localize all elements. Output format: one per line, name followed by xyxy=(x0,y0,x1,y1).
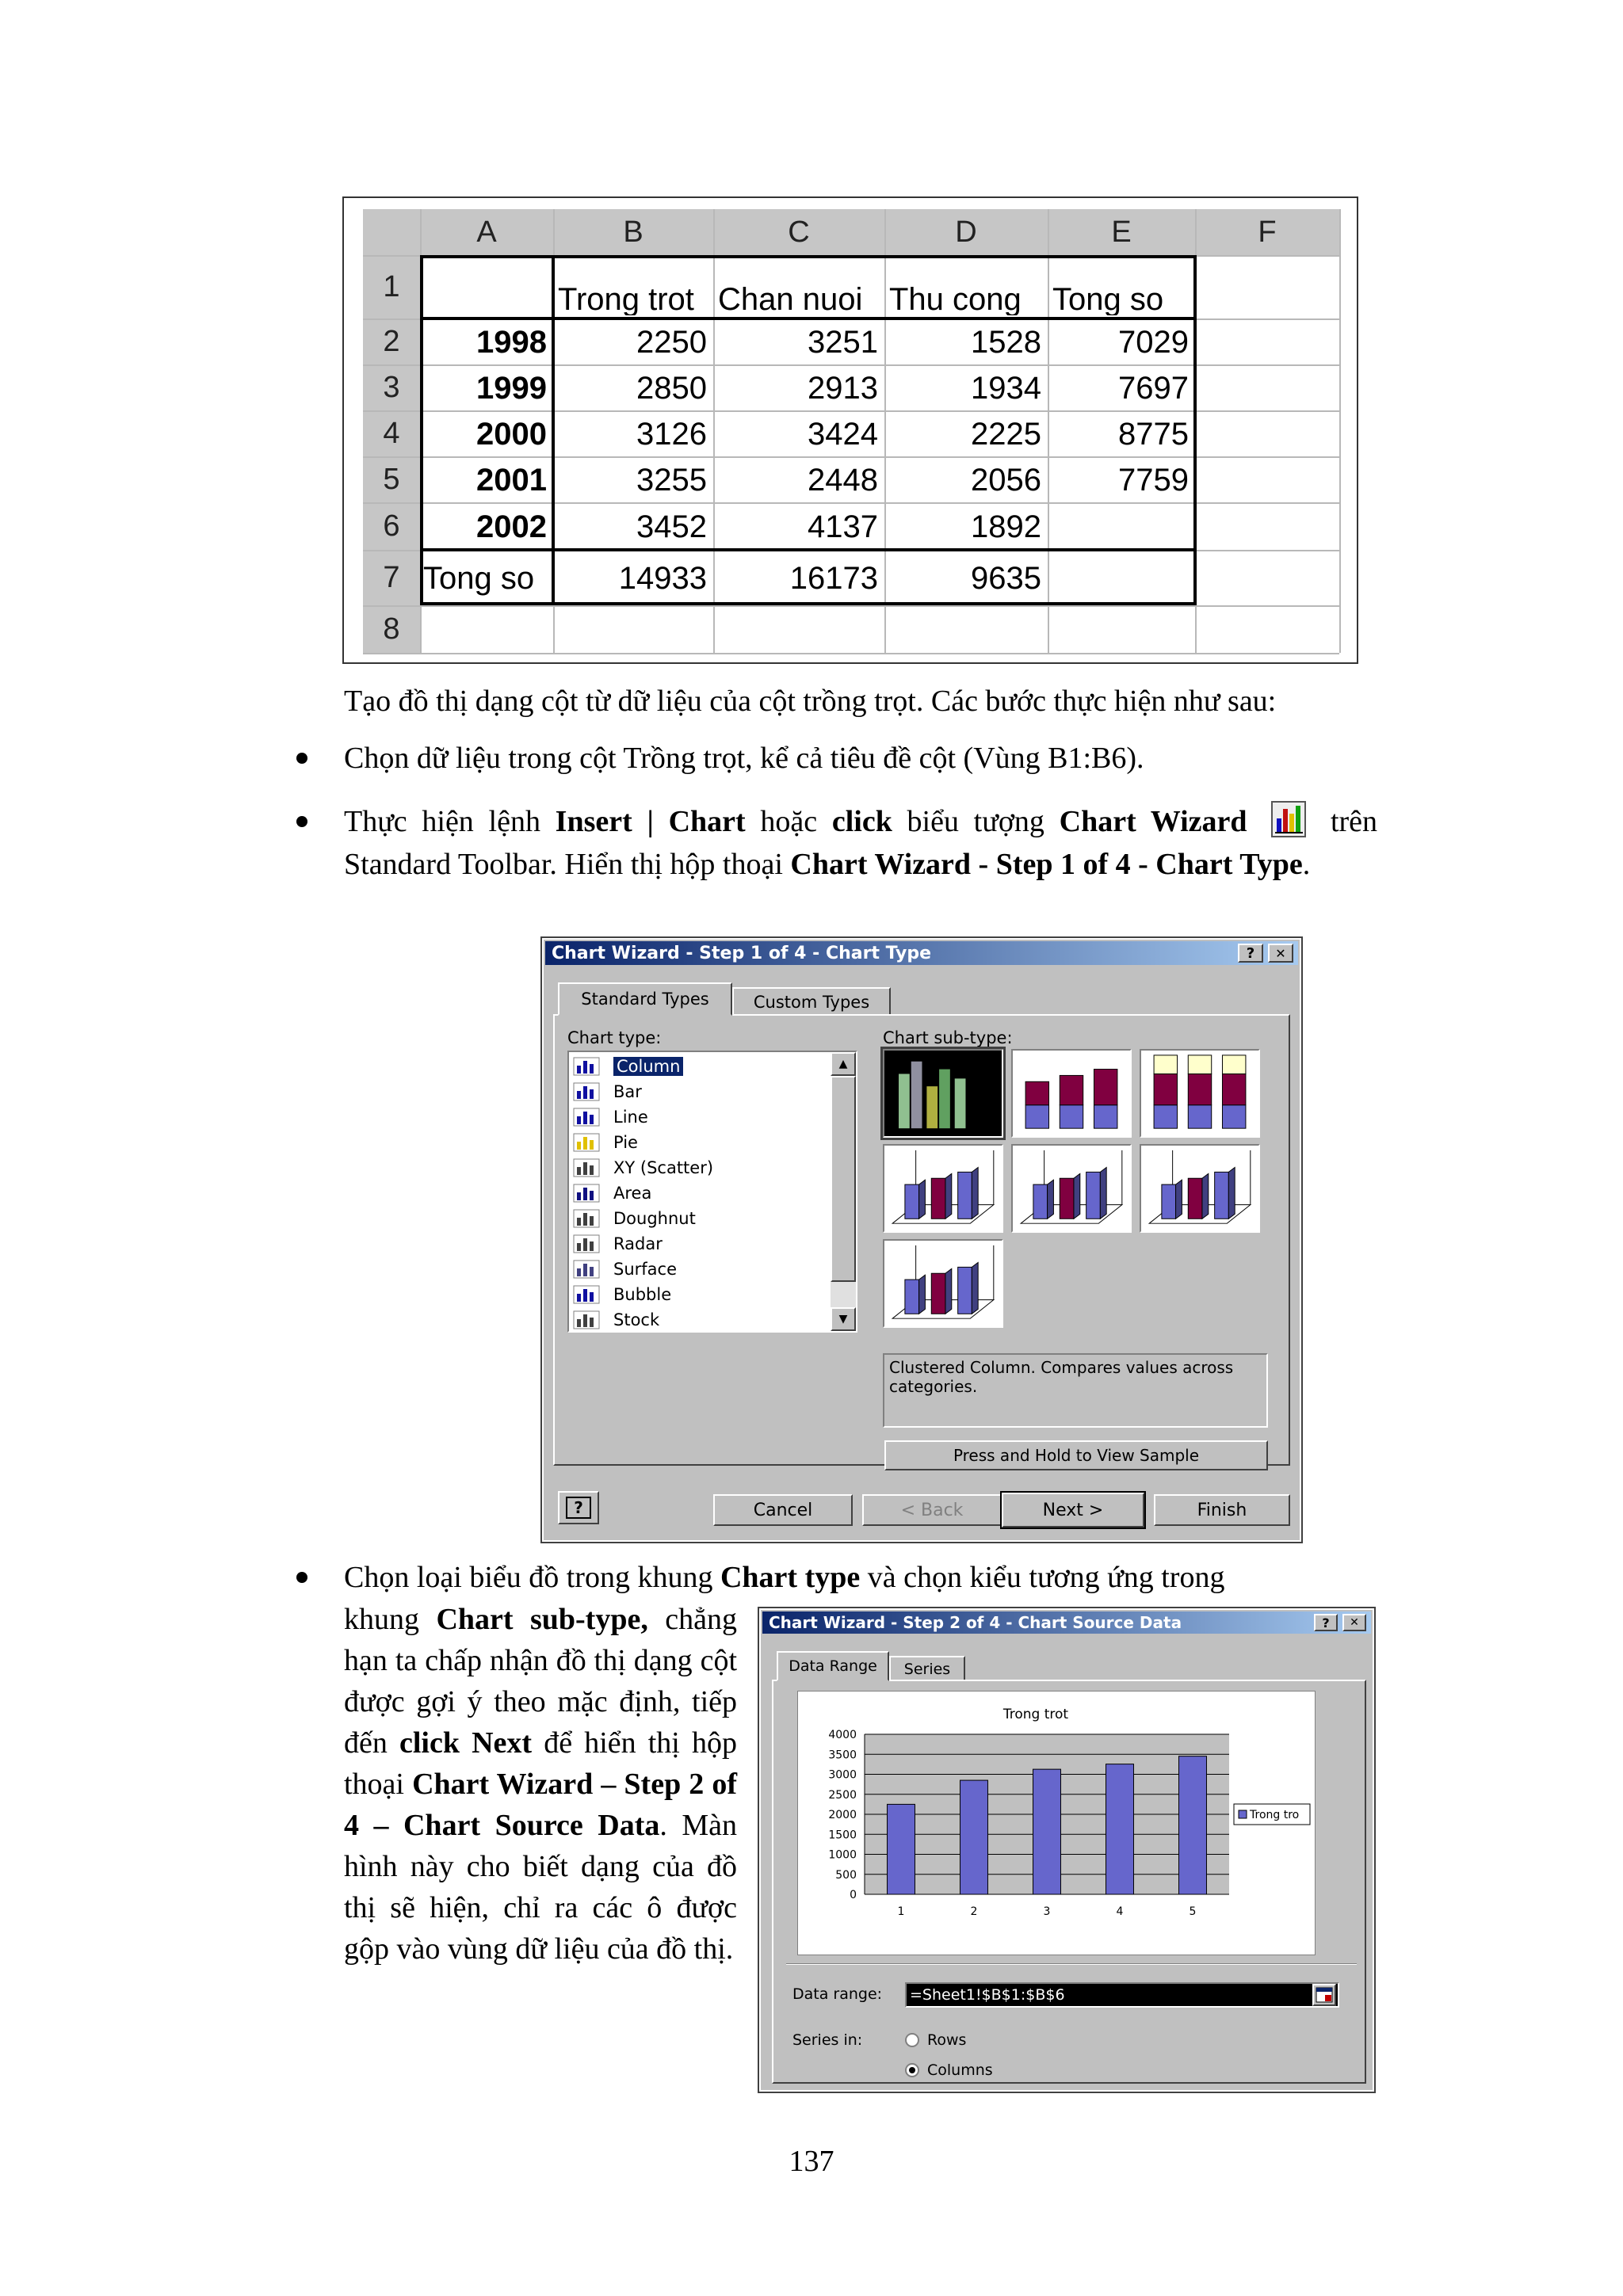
data-cell: 2850 xyxy=(636,371,707,406)
gridline xyxy=(1339,209,1341,653)
stacked-column-thumbnail[interactable] xyxy=(1011,1049,1132,1138)
bullet xyxy=(296,816,307,827)
chart-type-item[interactable] xyxy=(572,1054,834,1079)
bar xyxy=(1179,1756,1207,1894)
column-header: A xyxy=(420,209,553,255)
column-header: D xyxy=(884,209,1048,255)
cell-border xyxy=(420,317,1195,320)
row-header: 2 xyxy=(363,318,420,364)
step3-column-text: khung Chart sub-type, chẳng hạn ta chấp nhận đồ thị dạng cột được gợi ý theo mặc định, tiếp đến click Next để hiển thị hộp thoại Chart Wizard – Step 2 of 4 – Chart Source Data. Màn hình này cho biết dạng của đồ thị sẽ hiện, chỉ ra các ô được gộp vào vùng dữ liệu của đồ thị. xyxy=(344,1603,738,1966)
y-tick-label: 4000 xyxy=(828,1729,857,1741)
close-button[interactable]: ✕ xyxy=(1268,944,1293,963)
radio-label: Columns xyxy=(927,2061,993,2079)
row-header: 4 xyxy=(363,410,420,456)
chart-type-label: Surface xyxy=(613,1260,678,1279)
chart-subtype-grid xyxy=(883,1049,1263,1334)
area-icon xyxy=(572,1183,601,1203)
chart-type-item[interactable] xyxy=(572,1130,834,1155)
y-tick-label: 2000 xyxy=(828,1809,857,1821)
data-cell: 1892 xyxy=(971,509,1041,544)
data-cell: 3126 xyxy=(636,417,707,452)
data-cell: 2250 xyxy=(636,325,707,360)
stacked-3d-column-thumbnail[interactable] xyxy=(1011,1144,1132,1233)
cell-border xyxy=(552,255,555,605)
next-button[interactable]: Next > xyxy=(1002,1493,1144,1527)
row-header: 5 xyxy=(363,456,420,502)
gridline xyxy=(363,653,1339,654)
close-button[interactable]: ✕ xyxy=(1342,1614,1366,1631)
data-cell: 4137 xyxy=(808,509,878,544)
divider xyxy=(786,1963,1357,1965)
surface-icon xyxy=(572,1259,601,1280)
gridline xyxy=(713,209,715,653)
y-tick-label: 2500 xyxy=(828,1788,857,1802)
select-all-corner xyxy=(363,209,420,255)
data-range-label: Data range: xyxy=(792,1985,883,2003)
dialog-title: Chart Wizard - Step 2 of 4 - Chart Source Data xyxy=(769,1613,1182,1632)
series-rows-radio[interactable] xyxy=(905,2031,966,2049)
y-tick-label: 1500 xyxy=(828,1829,857,1842)
chart-wizard-step1-dialog xyxy=(542,938,1301,1542)
data-range-input[interactable]: =Sheet1!$B$1:$B$6 xyxy=(905,1982,1339,2008)
data-cell: 1934 xyxy=(971,371,1041,406)
data-cell: 7697 xyxy=(1118,371,1189,406)
back-button[interactable]: < Back xyxy=(862,1494,1002,1526)
chart-type-item[interactable] xyxy=(572,1307,834,1333)
spreadsheet-grid xyxy=(363,209,1339,653)
chart-type-item[interactable] xyxy=(572,1282,834,1307)
chart-wizard-icon xyxy=(1271,801,1306,837)
tab-standard-types[interactable]: Standard Types xyxy=(558,982,732,1016)
data-cell: 9635 xyxy=(971,561,1041,596)
help-icon[interactable]: ? xyxy=(558,1491,599,1524)
data-cell: 3452 xyxy=(636,509,707,544)
data-cell: 2056 xyxy=(971,463,1041,498)
radio-checked-icon[interactable] xyxy=(905,2063,919,2077)
gridline xyxy=(363,605,1339,607)
row-header: 6 xyxy=(363,502,420,550)
row-label-cell: Tong so xyxy=(423,561,535,596)
column-header: B xyxy=(553,209,713,255)
line-icon xyxy=(572,1107,601,1127)
column-header: C xyxy=(713,209,884,255)
series-in-label: Series in: xyxy=(792,2031,863,2049)
clustered-column-thumbnail[interactable] xyxy=(883,1049,1003,1138)
chart-type-label: Pie xyxy=(613,1133,638,1152)
series-columns-radio[interactable] xyxy=(905,2061,993,2079)
header-cell: Chan nuoi xyxy=(718,282,863,315)
scroll-thumb[interactable] xyxy=(831,1076,856,1282)
bar xyxy=(1106,1764,1134,1894)
100-stacked-column-thumbnail[interactable] xyxy=(1140,1049,1260,1138)
bullet xyxy=(296,753,307,764)
step2-paragraph: Thực hiện lệnh Insert | Chart hoặc click biểu tượng Chart Wizard trên Standard Toolbar. Hiển thị hộp thoại Chart Wizard - Step 1 of 4 - Chart Type. xyxy=(344,800,1377,886)
step3-first-line: Chọn loại biểu đồ trong khung Chart type và chọn kiểu tương ứng trong xyxy=(344,1561,1225,1594)
header-cell: Thu cong xyxy=(889,282,1022,315)
column-icon xyxy=(572,1056,601,1077)
chart-type-item[interactable] xyxy=(572,1257,834,1282)
page-number: 137 xyxy=(789,2145,834,2178)
x-tick-label: 3 xyxy=(1043,1905,1051,1918)
dialog-title-bar xyxy=(545,941,1298,965)
legend-label: Trong tro xyxy=(1250,1809,1300,1821)
cell-border xyxy=(1193,255,1197,605)
y-tick-label: 500 xyxy=(835,1868,857,1882)
cell-border xyxy=(420,255,1195,258)
chart-type-label: Area xyxy=(613,1184,652,1203)
row-header: 8 xyxy=(363,605,420,653)
y-tick-label: 3500 xyxy=(828,1749,857,1762)
tab-series[interactable]: Series xyxy=(889,1656,965,1681)
intro-paragraph: Tạo đồ thị dạng cột từ dữ liệu của cột trồng trọt. Các bước thực hiện như sau: xyxy=(344,685,1277,718)
chart-type-list[interactable] xyxy=(567,1051,857,1333)
data-cell xyxy=(1051,551,1189,605)
step1-paragraph: Chọn dữ liệu trong cột Trồng trọt, kể cả tiêu đề cột (Vùng B1:B6). xyxy=(344,742,1144,775)
data-cell: 1528 xyxy=(971,325,1041,360)
data-cell: 8775 xyxy=(1118,417,1189,452)
chart-type-label: XY (Scatter) xyxy=(613,1158,714,1177)
column-header: F xyxy=(1195,209,1339,255)
data-cell: 2448 xyxy=(808,463,878,498)
100-stacked-3d-column-thumbnail[interactable] xyxy=(1140,1144,1260,1233)
chart-type-label: Doughnut xyxy=(613,1209,696,1228)
row-label-cell: 1999 xyxy=(476,371,547,406)
bubble-icon xyxy=(572,1284,601,1305)
x-tick-label: 2 xyxy=(970,1905,978,1918)
row-label-cell: 1998 xyxy=(476,325,547,360)
row-label-cell: 2002 xyxy=(476,509,547,544)
data-cell: 3255 xyxy=(636,463,707,498)
chart-type-label: Bar xyxy=(613,1082,642,1101)
y-tick-label: 3000 xyxy=(828,1768,857,1782)
3d-column-thumbnail[interactable] xyxy=(883,1239,1003,1328)
tab-custom-types[interactable]: Custom Types xyxy=(732,987,891,1016)
row-header: 3 xyxy=(363,364,420,410)
x-tick-label: 1 xyxy=(897,1905,905,1918)
data-cell: 2913 xyxy=(808,371,878,406)
row-header: 7 xyxy=(363,550,420,605)
cell-border xyxy=(420,255,423,605)
chart-type-label: Chart type: xyxy=(567,1028,662,1047)
tab-data-range[interactable]: Data Range xyxy=(777,1651,889,1681)
column-header: E xyxy=(1048,209,1195,255)
row-label-cell: 2001 xyxy=(476,463,547,498)
view-sample-button[interactable]: Press and Hold to View Sample xyxy=(884,1440,1268,1470)
subtype-description: Clustered Column. Compares values across categories. xyxy=(883,1353,1268,1428)
bullet xyxy=(296,1572,307,1583)
data-cell: 3424 xyxy=(808,417,878,452)
scroll-down-arrow-icon[interactable]: ▼ xyxy=(831,1307,856,1331)
chart-type-item[interactable] xyxy=(572,1104,834,1130)
scatter-icon xyxy=(572,1158,601,1178)
data-cell: 7759 xyxy=(1118,463,1189,498)
y-tick-label: 1000 xyxy=(828,1848,857,1862)
header-cell: Trong trot xyxy=(558,282,694,315)
dialog-title-bar xyxy=(762,1611,1371,1634)
chart-preview xyxy=(797,1691,1316,1955)
data-cell xyxy=(1051,504,1189,550)
chart-type-label: Bubble xyxy=(613,1285,672,1304)
cell-border xyxy=(420,548,1195,551)
spreadsheet-screenshot xyxy=(342,196,1358,664)
data-cell: 16173 xyxy=(789,561,878,596)
finish-button[interactable]: Finish xyxy=(1154,1494,1290,1526)
scroll-up-arrow-icon[interactable]: ▲ xyxy=(831,1052,856,1076)
chart-type-item[interactable] xyxy=(572,1155,834,1180)
row-label-cell: 2000 xyxy=(476,417,547,452)
data-cell: 3251 xyxy=(808,325,878,360)
chart-subtype-label: Chart sub-type: xyxy=(883,1028,1013,1047)
chart-type-label: Stock xyxy=(613,1310,660,1329)
radar-icon xyxy=(572,1234,601,1254)
help-button[interactable]: ? xyxy=(1238,944,1263,963)
data-cell: 7029 xyxy=(1118,325,1189,360)
radio-label: Rows xyxy=(927,2031,967,2049)
cancel-button[interactable]: Cancel xyxy=(713,1494,853,1526)
chart-type-item[interactable] xyxy=(572,1231,834,1257)
radio-icon[interactable] xyxy=(905,2033,919,2047)
chart-type-item[interactable] xyxy=(572,1079,834,1104)
chart-title: Trong trot xyxy=(1002,1707,1069,1722)
chart-type-item[interactable] xyxy=(572,1206,834,1231)
dialog-title: Chart Wizard - Step 1 of 4 - Chart Type xyxy=(552,943,932,963)
chart-type-item[interactable] xyxy=(572,1180,834,1206)
chart-type-label: Line xyxy=(613,1108,648,1127)
legend-swatch xyxy=(1239,1810,1247,1818)
data-cell: 2225 xyxy=(971,417,1041,452)
clustered-3d-column-thumbnail[interactable] xyxy=(883,1144,1003,1233)
bar-icon xyxy=(572,1081,601,1102)
pie-icon xyxy=(572,1132,601,1153)
doughnut-icon xyxy=(572,1208,601,1229)
help-button[interactable]: ? xyxy=(1314,1614,1338,1631)
bar xyxy=(960,1780,988,1894)
row-header: 1 xyxy=(363,255,420,318)
cell-border xyxy=(420,602,1195,605)
bar xyxy=(888,1804,915,1894)
x-tick-label: 5 xyxy=(1189,1905,1197,1918)
chart-type-label: Radar xyxy=(613,1234,663,1253)
scrollbar[interactable] xyxy=(831,1052,856,1331)
stock-icon xyxy=(572,1310,601,1330)
header-cell: Tong so xyxy=(1052,282,1164,315)
chart-type-label: Column xyxy=(613,1057,683,1076)
chart-svg xyxy=(798,1691,1316,1956)
bar xyxy=(1033,1769,1061,1894)
data-cell: 14933 xyxy=(618,561,707,596)
chart-wizard-step2-dialog xyxy=(759,1608,1374,2092)
gridline xyxy=(884,209,886,653)
x-tick-label: 4 xyxy=(1116,1905,1124,1918)
gridline xyxy=(1048,209,1049,653)
y-tick-label: 0 xyxy=(850,1889,857,1901)
collapse-dialog-icon[interactable] xyxy=(1312,1984,1336,2006)
